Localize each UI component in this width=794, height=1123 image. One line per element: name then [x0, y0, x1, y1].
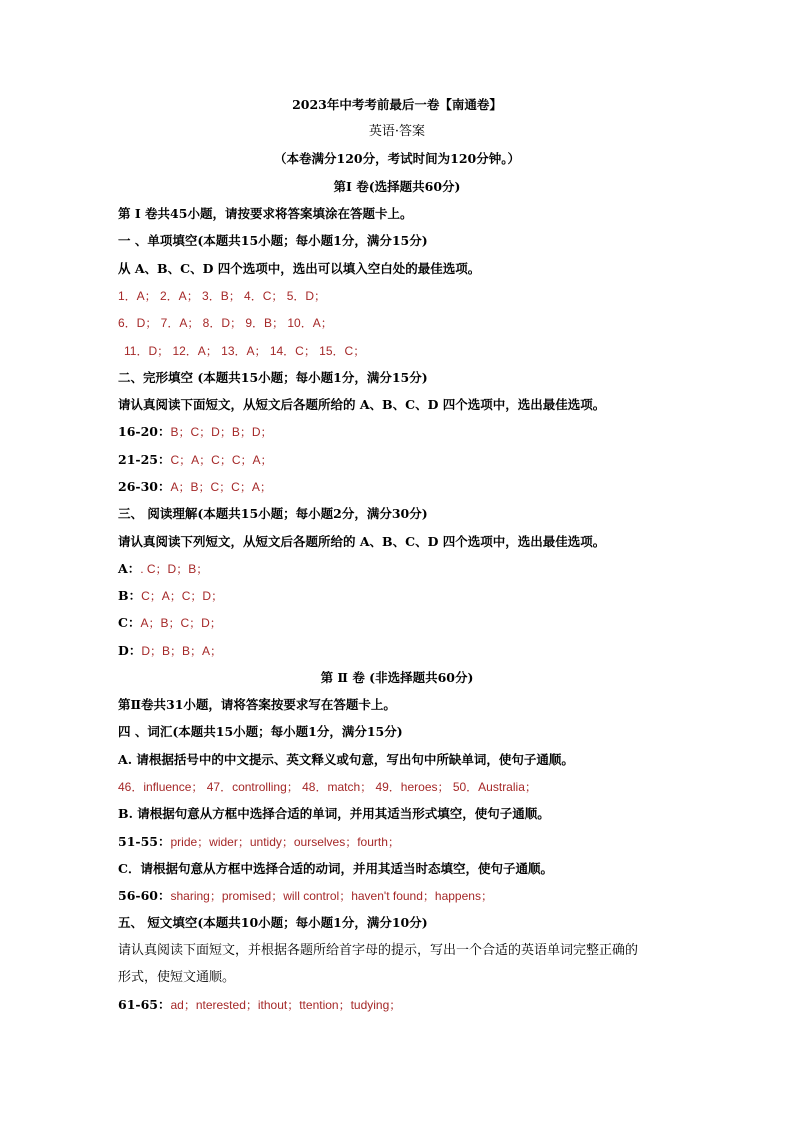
page-title: 2023年中考考前最后一卷【南通卷】: [292, 97, 502, 112]
section4c-instruction: C．请根据句意从方框中选择合适的动词，并用其适当时态填空，使句子通顺。: [118, 861, 553, 876]
part1-intro: 第 Ⅰ 卷共45小题，请按要求将答案填涂在答题卡上。: [118, 206, 413, 221]
section2-heading: 二、完形填空 (本题共15小题；每小题1分，满分15分): [118, 370, 428, 385]
section1-answers-row3: 11．D； 12．A； 13．A； 14．C； 15．C；: [124, 344, 366, 358]
section3-answer-row: C：A；B；C；D；: [118, 615, 222, 630]
section1-instruction: 从 A、B、C、D 四个选项中，选出可以填入空白处的最佳选项。: [118, 261, 481, 276]
section3-instruction: 请认真阅读下列短文，从短文后各题所给的 A、B、C、D 四个选项中，选出最佳选项。: [118, 534, 606, 549]
part2-heading: 第 Ⅱ 卷 (非选择题共60分): [320, 670, 474, 685]
section4a-answers: 46．influence； 47．controlling； 48．match； 49．heroes； 50．Australia；: [118, 780, 537, 794]
section5-instruction-line2: 形式，使短文通顺。: [118, 970, 236, 985]
section3-answer-row: B：C；A；C；D；: [118, 588, 224, 603]
section1-heading: 一 、单项填空(本题共15小题；每小题1分，满分15分): [118, 233, 428, 248]
section4a-instruction: A. 请根据括号中的中文提示、英文释义或句意，写出句中所缺单词，使句子通顺。: [118, 752, 574, 767]
section5-answer-row: 61-65：ad；nterested；ithout；ttention；tudying；: [118, 997, 402, 1012]
section5-heading: 五、 短文填空(本题共10小题；每小题1分，满分10分): [118, 915, 428, 930]
exam-note: （本卷满分120分，考试时间为120分钟。）: [274, 151, 520, 166]
section2-instruction: 请认真阅读下面短文，从短文后各题所给的 A、B、C、D 四个选项中，选出最佳选项。: [118, 397, 606, 412]
section3-answer-row: A：. C；D；B；: [118, 561, 209, 576]
section4b-instruction: B. 请根据句意从方框中选择合适的单词，并用其适当形式填空，使句子通顺。: [118, 806, 550, 821]
section2-answer-row: 21-25：C；A；C；C；A；: [118, 452, 273, 467]
section3-answer-row: D：D；B；B；A；: [118, 643, 223, 658]
section1-answers-row1: 1．A； 2．A； 3．B； 4．C； 5．D；: [118, 289, 327, 303]
section2-answer-row: 16-20：B；C；D；B；D；: [118, 424, 273, 439]
section3-heading: 三、 阅读理解(本题共15小题；每小题2分，满分30分): [118, 506, 428, 521]
section2-answer-row: 26-30：A；B；C；C；A；: [118, 479, 272, 494]
section4-heading: 四 、词汇(本题共15小题；每小题1分，满分15分): [118, 724, 403, 739]
section1-answers-row2: 6．D； 7．A； 8．D； 9．B； 10．A；: [118, 316, 333, 330]
section4c-answer-row: 56-60：sharing；promised；will control；haven't found；happens；: [118, 888, 493, 903]
section5-instruction-line1: 请认真阅读下面短文，并根据各题所给首字母的提示，写出一个合适的英语单词完整正确的: [118, 943, 639, 958]
page-subtitle: 英语·答案: [368, 124, 426, 139]
section4b-answer-row: 51-55：pride；wider；untidy；ourselves；fourth；: [118, 834, 400, 849]
part1-heading: 第Ⅰ 卷(选择题共60分): [333, 179, 461, 194]
part2-intro: 第Ⅱ卷共31小题，请将答案按要求写在答题卡上。: [118, 697, 396, 712]
